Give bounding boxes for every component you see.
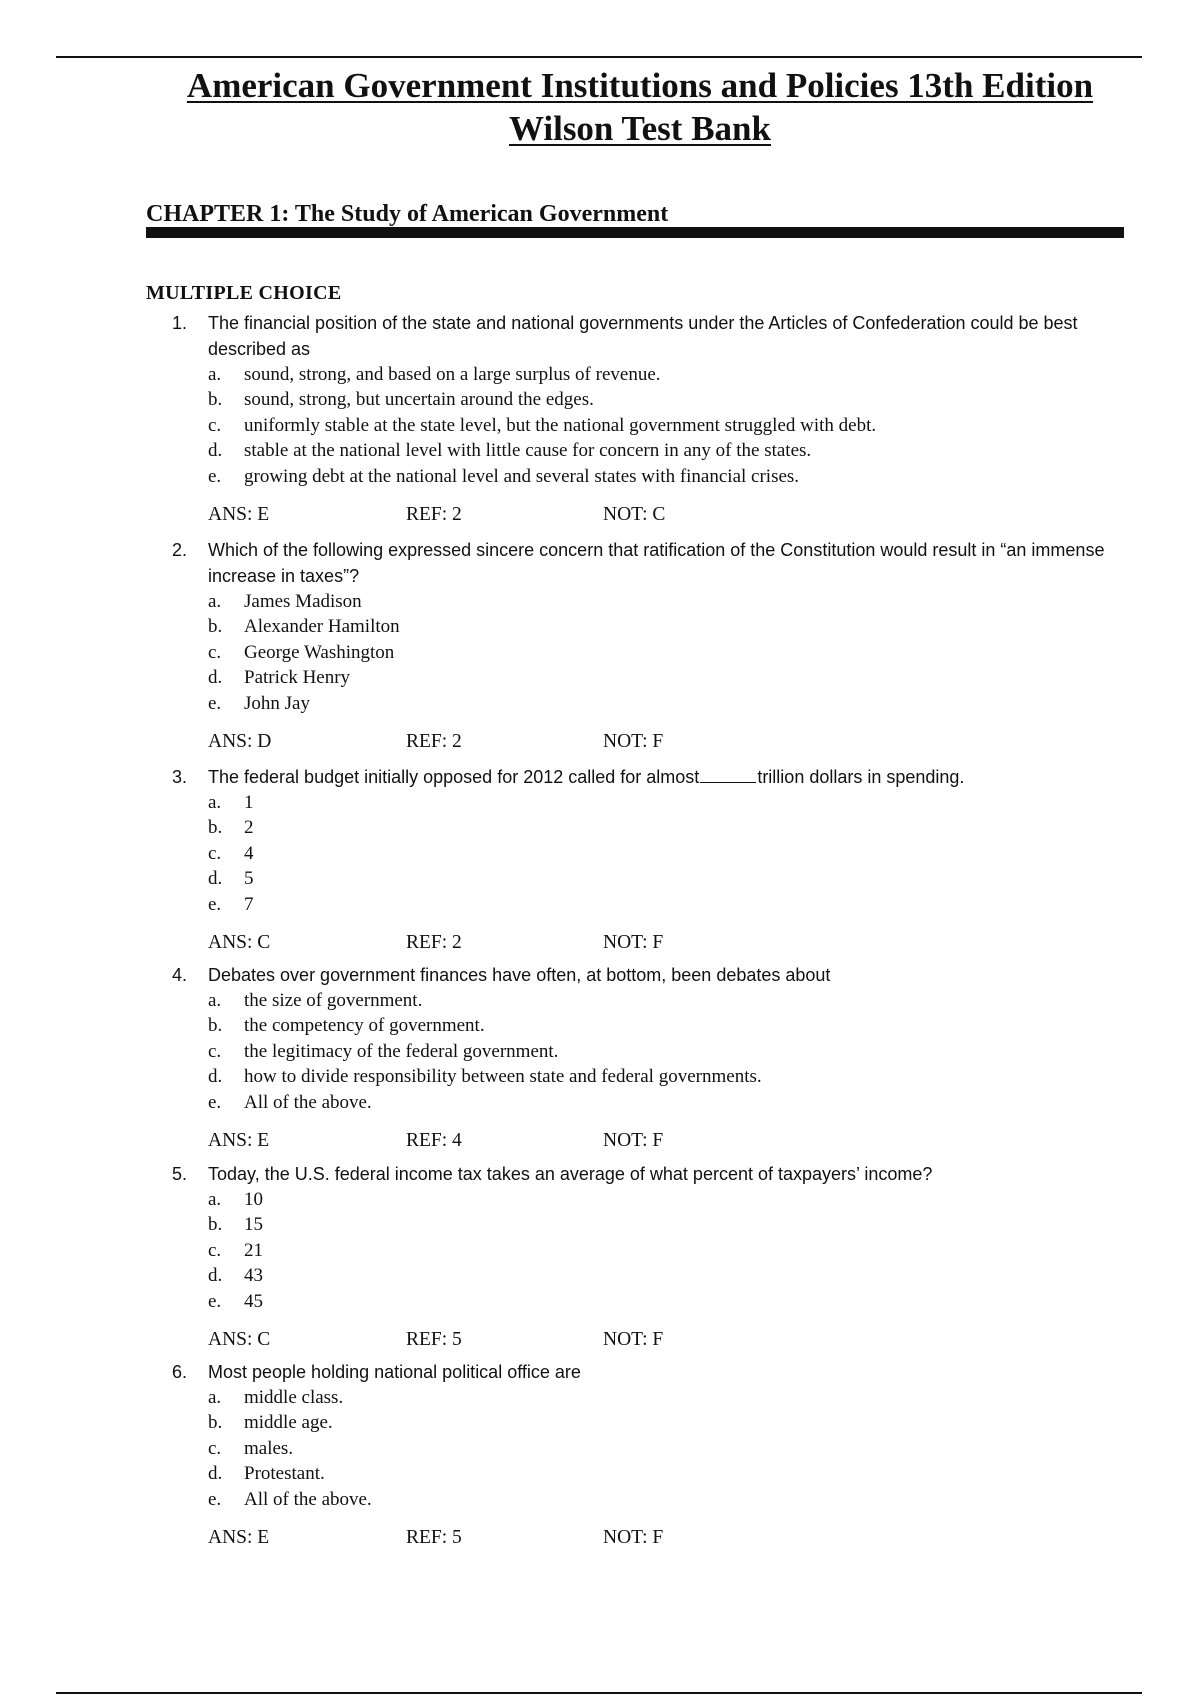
option-d: [208, 438, 1122, 463]
question-number: 1.: [172, 313, 188, 333]
answer-meta: [208, 930, 1122, 956]
option-c: [208, 1039, 1122, 1064]
option-text: 10: [244, 1189, 263, 1210]
title-line-2: Wilson Test Bank: [509, 109, 771, 148]
document-title: [100, 64, 1180, 150]
option-list: [208, 988, 1122, 1115]
question-text: The financial position of the state and national governments under the Articles of Confederation could be best described as: [208, 313, 1078, 359]
not-label: NOT: F: [603, 1329, 664, 1351]
option-e: [208, 464, 1122, 489]
question-4: [172, 962, 1122, 1154]
answer-label: ANS: C: [208, 1329, 271, 1351]
option-letter: d.: [208, 868, 223, 890]
chapter-heading: CHAPTER 1: The Study of American Government: [146, 201, 669, 227]
option-c: [208, 841, 1122, 866]
answer-meta: [208, 729, 1122, 755]
option-letter: c.: [208, 1239, 222, 1261]
option-text: 43: [244, 1265, 263, 1287]
option-e: [208, 691, 1122, 716]
answer-meta: [208, 1525, 1122, 1551]
option-text: sound, strong, and based on a large surplus of revenue.: [244, 364, 661, 385]
option-letter: e.: [208, 1290, 222, 1312]
option-letter: c.: [208, 641, 222, 663]
option-text: uniformly stable at the state level, but the national government struggled with debt.: [244, 414, 877, 436]
option-text: George Washington: [244, 641, 395, 663]
fill-in-blank: [700, 765, 756, 783]
question-text-after-blank: trillion dollars in spending.: [757, 767, 965, 787]
option-list: [208, 1187, 1122, 1314]
answer-meta: [208, 1327, 1122, 1353]
option-c: [208, 1436, 1122, 1461]
option-text: the legitimacy of the federal government.: [244, 1040, 559, 1062]
not-label: NOT: F: [603, 1130, 664, 1152]
option-text: 2: [244, 817, 254, 839]
option-letter: d.: [208, 440, 223, 462]
option-a: [208, 988, 1122, 1013]
option-a: [208, 1385, 1122, 1410]
question-number: 2.: [172, 540, 188, 560]
option-letter: a.: [208, 1387, 222, 1408]
option-b: [208, 815, 1122, 840]
option-text: 21: [244, 1239, 263, 1261]
ref-label: REF: 4: [406, 1130, 462, 1152]
option-d: [208, 665, 1122, 690]
option-letter: b.: [208, 1412, 223, 1434]
answer-label: ANS: E: [208, 1527, 270, 1549]
question-6: [172, 1359, 1122, 1551]
option-letter: c.: [208, 1437, 222, 1459]
option-d: [208, 1461, 1122, 1486]
option-list: [208, 790, 1122, 917]
option-text: 7: [244, 893, 254, 915]
ref-label: REF: 2: [406, 731, 462, 753]
option-b: [208, 1410, 1122, 1435]
option-b: [208, 1212, 1122, 1237]
question-text: Today, the U.S. federal income tax takes an average of what percent of taxpayers’ income?: [208, 1164, 933, 1184]
option-letter: d.: [208, 1066, 223, 1088]
answer-label: ANS: D: [208, 731, 272, 753]
option-d: [208, 1263, 1122, 1288]
option-text: Alexander Hamilton: [244, 616, 400, 638]
option-b: [208, 1013, 1122, 1038]
option-text: Patrick Henry: [244, 667, 351, 689]
option-text: James Madison: [244, 591, 362, 612]
question-5: [172, 1161, 1122, 1353]
option-letter: e.: [208, 465, 222, 487]
option-letter: e.: [208, 692, 222, 714]
not-label: NOT: C: [603, 504, 666, 526]
option-letter: b.: [208, 1015, 223, 1037]
ref-label: REF: 2: [406, 504, 462, 526]
question-text: [208, 764, 1122, 790]
question-3: [172, 764, 1122, 956]
option-letter: d.: [208, 1265, 223, 1287]
option-d: [208, 866, 1122, 891]
option-text: John Jay: [244, 692, 310, 714]
option-text: how to divide responsibility between state and federal governments.: [244, 1066, 762, 1088]
option-letter: c.: [208, 1040, 222, 1062]
option-letter: b.: [208, 616, 223, 638]
option-b: [208, 387, 1122, 412]
option-a: [208, 589, 1122, 614]
top-rule: [56, 56, 1142, 58]
question-number: 5.: [172, 1164, 188, 1184]
answer-label: ANS: E: [208, 504, 270, 526]
option-a: [208, 1187, 1122, 1212]
option-text: All of the above.: [244, 1488, 372, 1510]
answer-label: ANS: E: [208, 1130, 270, 1152]
option-e: [208, 1289, 1122, 1314]
option-text: middle age.: [244, 1412, 333, 1434]
option-text: All of the above.: [244, 1091, 372, 1113]
option-text: growing debt at the national level and several states with financial crises.: [244, 465, 800, 487]
option-letter: e.: [208, 1488, 222, 1510]
option-text: 5: [244, 868, 254, 890]
option-text: the competency of government.: [244, 1015, 485, 1037]
not-label: NOT: F: [603, 932, 664, 954]
option-letter: b.: [208, 389, 223, 411]
option-c: [208, 413, 1122, 438]
option-e: [208, 1090, 1122, 1115]
option-b: [208, 614, 1122, 639]
option-letter: e.: [208, 1091, 222, 1113]
option-letter: d.: [208, 667, 223, 689]
question-1: [172, 310, 1122, 528]
question-2: [172, 537, 1122, 755]
ref-label: REF: 2: [406, 932, 462, 954]
option-text: sound, strong, but uncertain around the edges.: [244, 389, 594, 411]
option-d: [208, 1064, 1122, 1089]
option-e: [208, 1487, 1122, 1512]
option-letter: b.: [208, 1214, 223, 1236]
ref-label: REF: 5: [406, 1527, 462, 1549]
not-label: NOT: F: [603, 1527, 664, 1549]
option-letter: c.: [208, 842, 222, 864]
option-list: [208, 589, 1122, 716]
option-text: 45: [244, 1290, 263, 1312]
option-letter: a.: [208, 990, 222, 1011]
answer-label: ANS: C: [208, 932, 271, 954]
chapter-bar: [146, 227, 1124, 238]
bottom-rule: [56, 1692, 1142, 1694]
not-label: NOT: F: [603, 731, 664, 753]
question-text: Which of the following expressed sincere concern that ratification of the Constitution would result in “an immense increase in taxes”?: [208, 540, 1105, 586]
section-heading: MULTIPLE CHOICE: [146, 282, 342, 304]
question-text-before-blank: The federal budget initially opposed for 2012 called for almost: [208, 767, 700, 787]
option-letter: b.: [208, 817, 223, 839]
title-line-1: American Government Institutions and Policies 13th Edition: [186, 66, 1094, 105]
option-text: stable at the national level with little cause for concern in any of the states.: [244, 440, 812, 462]
option-a: [208, 790, 1122, 815]
question-number: 4.: [172, 965, 188, 985]
option-text: 1: [244, 792, 254, 813]
ref-label: REF: 5: [406, 1329, 462, 1351]
option-c: [208, 1238, 1122, 1263]
question-text: Debates over government finances have often, at bottom, been debates about: [208, 965, 831, 985]
question-number: 3.: [172, 767, 188, 787]
option-list: [208, 1385, 1122, 1512]
option-e: [208, 892, 1122, 917]
option-text: 15: [244, 1214, 263, 1236]
option-letter: a.: [208, 364, 222, 385]
option-text: males.: [244, 1437, 294, 1459]
question-text: Most people holding national political office are: [208, 1362, 581, 1382]
answer-meta: [208, 502, 1122, 528]
option-letter: a.: [208, 792, 222, 813]
answer-meta: [208, 1128, 1122, 1154]
option-letter: d.: [208, 1463, 223, 1485]
option-letter: e.: [208, 893, 222, 915]
option-list: [208, 362, 1122, 489]
option-c: [208, 640, 1122, 665]
option-letter: c.: [208, 414, 222, 436]
option-text: the size of government.: [244, 990, 423, 1011]
option-a: [208, 362, 1122, 387]
question-number: 6.: [172, 1362, 188, 1382]
option-text: middle class.: [244, 1387, 344, 1408]
option-letter: a.: [208, 591, 222, 612]
option-text: Protestant.: [244, 1463, 325, 1485]
option-letter: a.: [208, 1189, 222, 1210]
option-text: 4: [244, 842, 254, 864]
